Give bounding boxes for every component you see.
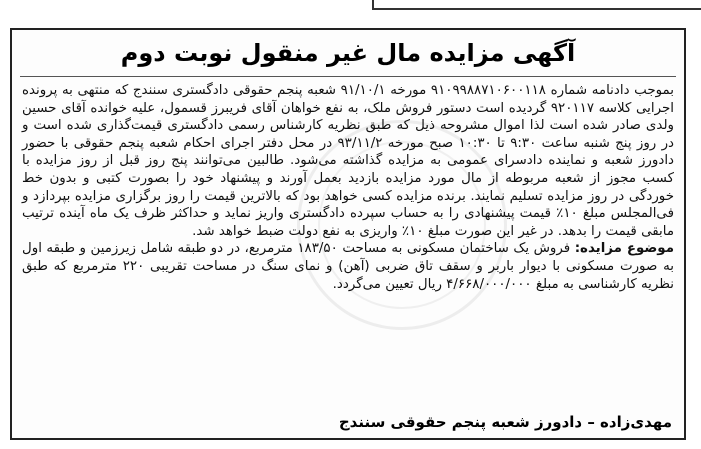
subject-text: فروش یک ساختمان مسکونی به مساحت ۱۸۳/۵۰ مترمربع، در دو طبقه شامل زیرزمین و طبقه اول به صورت مسکونی با دیوار باربر و سقف تاق ضربی (آهن) و نمای سنگ در مساحت تقریبی ۲۲۰ مترمربع که طبق نظریه کارشناسی به مبلغ ۴/۶۶۸/۰۰۰/۰۰۰ ریال تعیین می‌گردد. — [22, 241, 674, 292]
top-margin — [0, 0, 701, 22]
notice-title: آگهی مزایده مال غیر منقول نوبت دوم — [120, 39, 576, 67]
notice-body — [22, 82, 674, 293]
signature: مهدی‌زاده – دادورز شعبه پنجم حقوقی سنندج — [338, 413, 672, 431]
auction-subject — [22, 240, 674, 293]
notice-frame — [10, 28, 686, 440]
notice-paragraph: بموجب دادنامه شماره ۹۱۰۹۹۸۸۷۱۰۶۰۰۱۱۸ مورخه ۹۱/۱۰/۱ شعبه پنجم حقوقی دادگستری سنندج که منتهی به پرونده اجرایی کلاسه ۹۲۰۱۱۷ گردیده است دستور فروش ملک، به نفع خواهان آقای فریبرز قسمول، علیه خوانده آقای حسین ولدی صادر شده است لذا اموال مشروحه ذیل که طبق نظریه کارشناس رسمی دادگستری قیمت‌گذاری شده است و در روز پنج شنبه ساعت ۹:۳۰ تا ۱۰:۳۰ صبح مورخه ۹۳/۱۱/۲ در محل دفتر اجرای احکام شعبه پنجم حقوقی با حضور دادورز شعبه و نماینده دادسرای عمومی به مزایده گذاشته می‌شود. طالبین می‌توانند پنج روز قبل از روز مزایده با کسب مجوز از شعبه مربوطه از مال مورد مزایده بازدید بعمل آورند و پیشنهاد خود را بصورت کتبی و بدون خط خوردگی در روز مزایده تسلیم نمایند. برنده مزایده کسی خواهد بود که بالاترین قیمت را روز برگزاری مزایده بپردازد و فی‌المجلس مبلغ ۱۰٪ قیمت پیشنهادی را به حساب سپرده دادگستری واریز نماید و حداکثر ظرف یک ماه آینده ترتیب مابقی قیمت را بدهد. در غیر این صورت مبلغ ۱۰٪ واریزی به نفع دولت ضبط خواهد شد. — [22, 83, 674, 239]
subject-label: موضوع مزایده: — [574, 241, 674, 257]
title-divider — [20, 76, 676, 77]
clipping-edge-horizontal — [372, 8, 701, 10]
